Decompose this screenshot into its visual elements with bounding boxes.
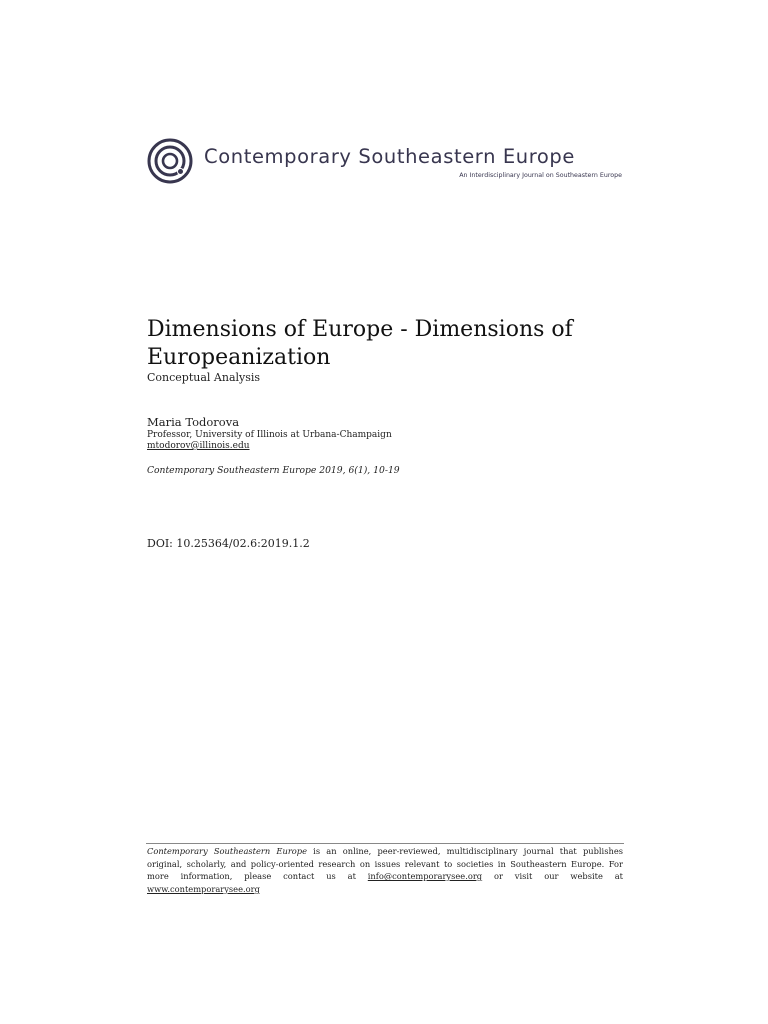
author-name: Maria Todorova — [147, 415, 240, 429]
footer-text-part1: is an online, peer-reviewed, multidisciplinary journal that publishes original, scholarly, and policy-oriented research on issues relevant to societies in Southeastern Europe. For more information, please contact us at — [147, 846, 623, 881]
article-subtitle: Conceptual Analysis — [147, 371, 261, 384]
journal-subtitle: An Interdisciplinary Journal on Southeastern Europe — [459, 172, 622, 179]
footer-website-link[interactable]: www.contemporarysee.org — [147, 883, 260, 894]
concentric-circles-logo-icon — [147, 138, 193, 184]
doi: DOI: 10.25364/02.6:2019.1.2 — [147, 537, 310, 550]
journal-name: Contemporary Southeastern Europe — [204, 145, 575, 168]
article-title: Dimensions of Europe - Dimensions of Europeanization — [147, 317, 573, 370]
footer-text-part2: or visit our website at — [482, 871, 623, 881]
footer-note — [147, 845, 623, 895]
footer-divider — [146, 843, 624, 844]
author-email-link[interactable]: mtodorov@illinois.edu — [147, 441, 250, 451]
footer-email-link[interactable]: info@contemporarysee.org — [367, 871, 483, 881]
footer-journal-name: Contemporary Southeastern Europe — [147, 846, 307, 856]
citation: Contemporary Southeastern Europe 2019, 6(1), 10-19 — [147, 465, 400, 476]
author-affiliation: Professor, University of Illinois at Urbana-Champaign — [147, 430, 392, 440]
